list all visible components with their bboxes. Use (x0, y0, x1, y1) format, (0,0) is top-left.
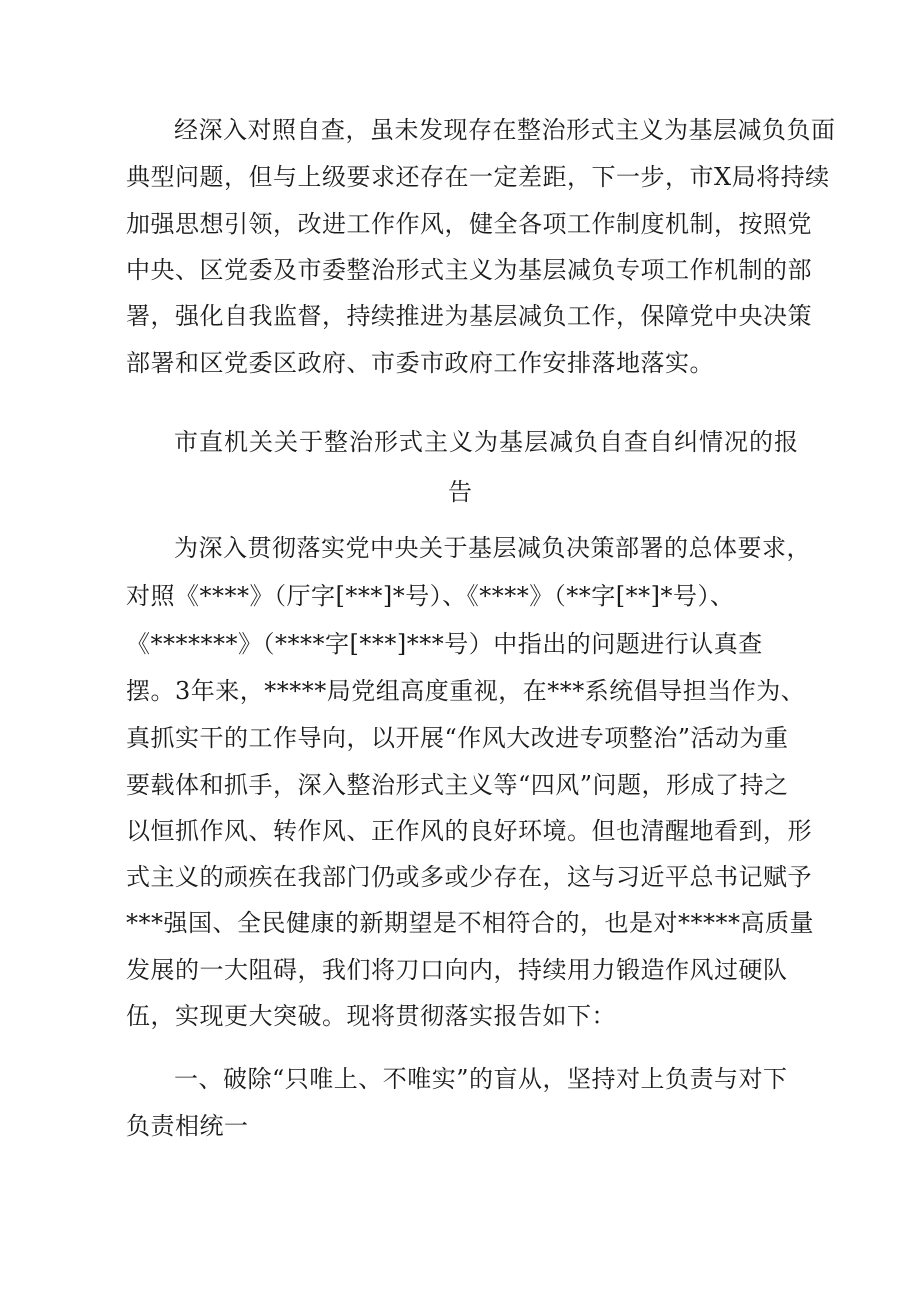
text-line: 负责相统一 (126, 1112, 249, 1140)
text-line: 《*******》（****字[***]***号）中指出的问题进行认真查 (126, 630, 763, 658)
text-line: 要载体和抓手，深入整治形式主义等“四风”问题，形成了持之 (126, 771, 789, 799)
text-line: 经深入对照自查，虽未发现存在整治形式主义为基层减负负面 (174, 116, 836, 144)
text-line: 署，强化自我监督，持续推进为基层减负工作，保障党中央决策 (126, 302, 812, 330)
title-line-2: 告 (448, 478, 473, 506)
title-line-1: 市直机关关于整治形式主义为基层减负自查自纠情况的报 (174, 428, 799, 456)
text-line: 摆。3年来，*****局党组高度重视，在***系统倡导担当作为、 (126, 677, 806, 705)
text-line: 对照《****》（厅字[***]*号）、《****》（**字[**]*号）、 (126, 582, 735, 610)
text-line: ***强国、全民健康的新期望是不相符合的，也是对*****高质量 (126, 909, 814, 937)
text-line: 以恒抓作风、转作风、正作风的良好环境。但也清醒地看到，形 (126, 817, 812, 845)
text-line: 发展的一大阻碍，我们将刀口向内，持续用力锻造作风过硬队 (126, 956, 788, 984)
text-line: 式主义的顽疾在我部门仍或多或少存在，这与习近平总书记赋予 (126, 863, 812, 891)
text-line: 加强思想引领，改进工作作风，健全各项工作制度机制，按照党 (126, 210, 812, 238)
text-line: 部署和区党委区政府、市委市政府工作安排落地落实。 (126, 349, 714, 377)
text-line: 典型问题，但与上级要求还存在一定差距，下一步，市X局将持续 (126, 163, 830, 191)
text-line: 真抓实干的工作导向，以开展“作风大改进专项整治”活动为重 (126, 724, 789, 752)
text-line: 伍，实现更大突破。现将贯彻落实报告如下： (126, 1002, 616, 1030)
text-line: 为深入贯彻落实党中央关于基层减负决策部署的总体要求， (174, 534, 811, 562)
text-line: 中央、区党委及市委整治形式主义为基层减负专项工作机制的部 (126, 256, 812, 284)
text-line: 一、破除“只唯上、不唯实”的盲从，坚持对上负责与对下 (174, 1065, 788, 1093)
